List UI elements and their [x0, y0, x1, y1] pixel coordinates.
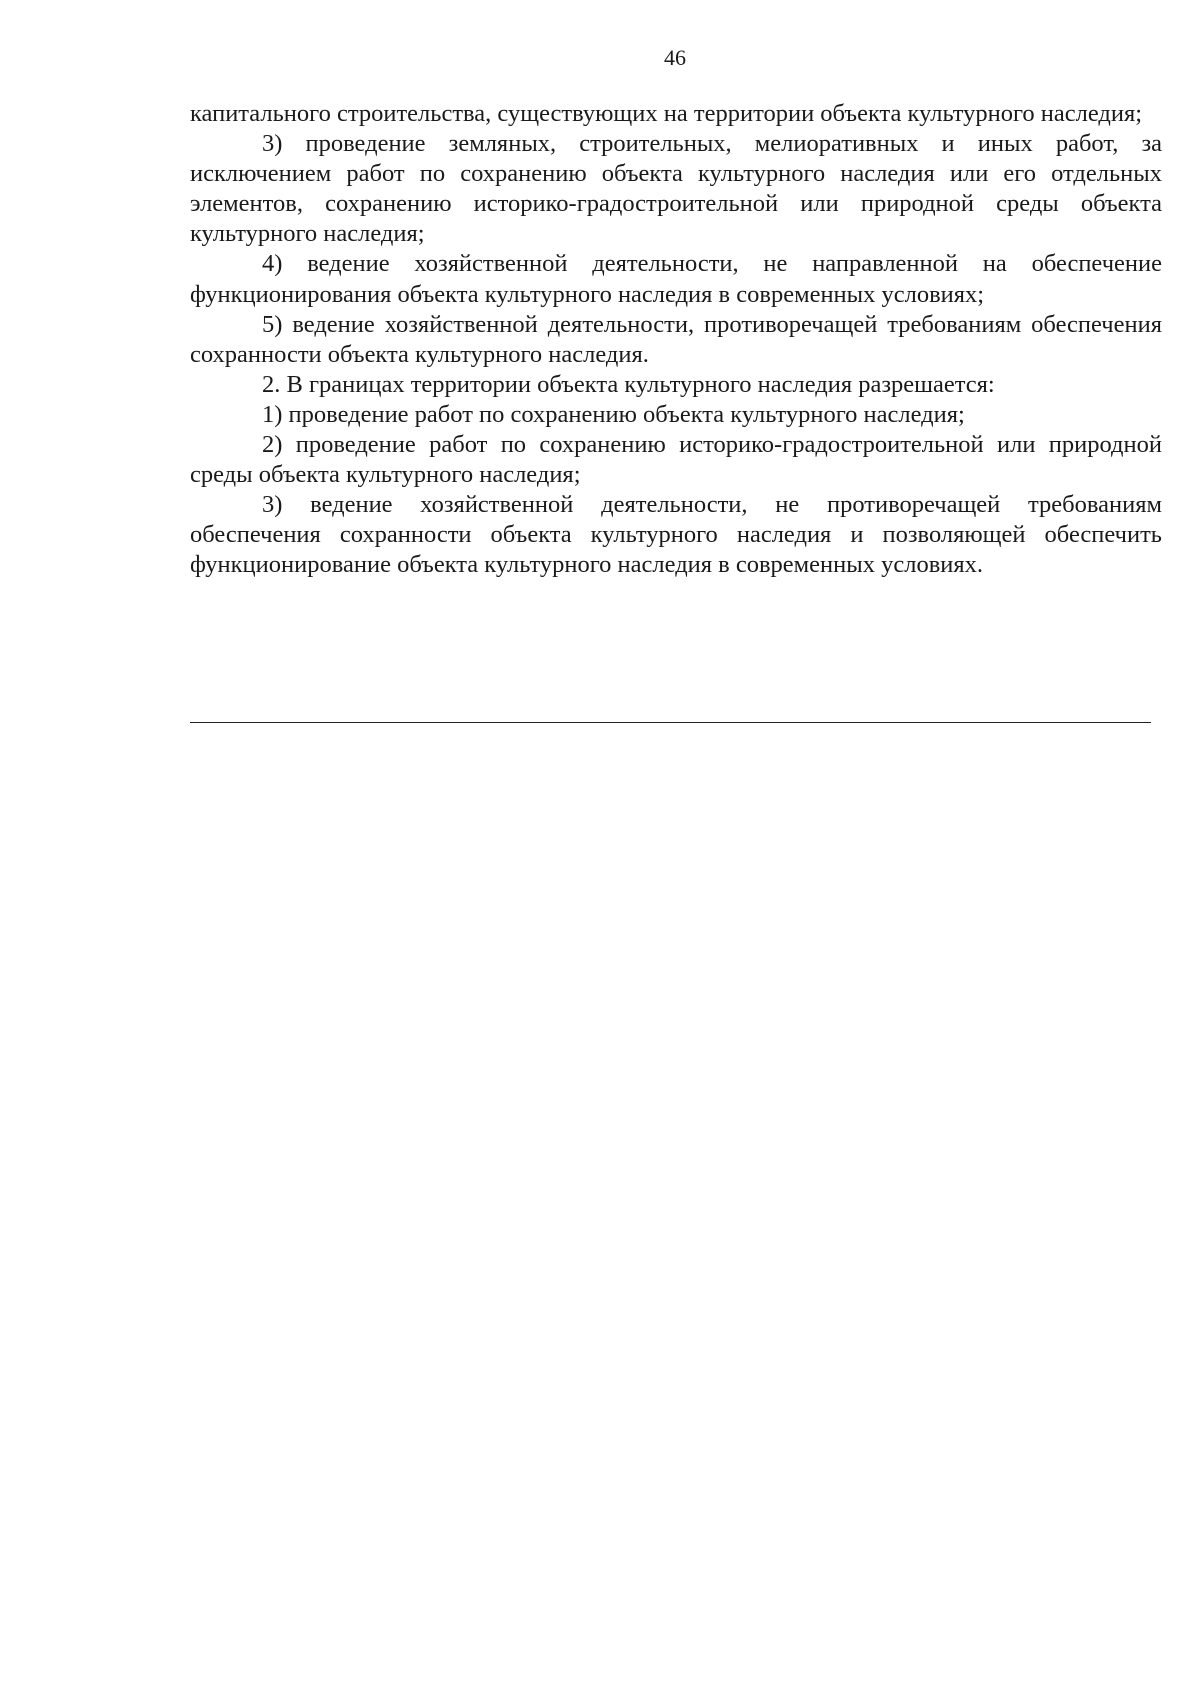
document-body: [190, 99, 1162, 581]
page-number: 46: [664, 45, 686, 70]
paragraph-permission-2: 2) проведение работ по сохранению историко-градостроительной или природной среды объекта культурного наследия;: [190, 431, 1162, 489]
paragraph-continuation: капитального строительства, существующих на территории объекта культурного наследия;: [190, 100, 1143, 127]
paragraph-section-2-heading: 2. В границах территории объекта культурного наследия разрешается:: [262, 370, 995, 398]
paragraph-prohibition-5: 5) ведение хозяйственной деятельности, противоречащей требованиям обеспечения сохранности объекта культурного наследия.: [190, 310, 1162, 368]
paragraph-prohibition-4: 4) ведение хозяйственной деятельности, не направленной на обеспечение функционирования объекта культурного наследия в современных условиях;: [190, 250, 1162, 308]
end-of-text-rule: [190, 722, 1151, 723]
paragraph-permission-1: 1) проведение работ по сохранению объекта культурного наследия;: [262, 400, 965, 428]
paragraph-permission-3: 3) ведение хозяйственной деятельности, не противоречащей требованиям обеспечения сохранности объекта культурного наследия и позволяющей обеспечить функционирование объекта культурного наследия в современных условиях.: [190, 491, 1162, 579]
paragraph-prohibition-3: 3) проведение земляных, строительных, мелиоративных и иных работ, за исключением работ по сохранению объекта культурного наследия или его отдельных элементов, сохранению историко-градостроительной или природной среды объекта культурного наследия;: [190, 130, 1162, 248]
